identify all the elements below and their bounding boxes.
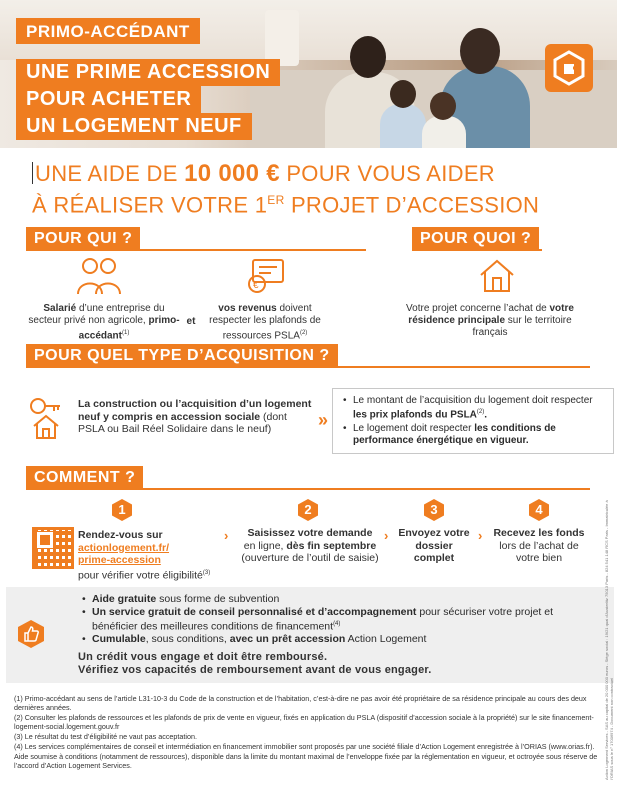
lead-statement	[32, 161, 592, 218]
hero-photo-lamp	[265, 10, 299, 66]
house-icon	[478, 258, 516, 299]
lead-amount: 10 000 €	[184, 160, 280, 187]
step-badge-3: 3	[423, 499, 445, 521]
section-title-pour-quoi: POUR QUOI ?	[412, 227, 539, 251]
advantages-panel	[6, 587, 614, 683]
qr-code[interactable]	[32, 527, 74, 569]
chevron-right-icon: ›	[478, 528, 483, 543]
acquisition-description: La construction ou l’acquisition d’un logement neuf y compris en accession sociale (dont PSLA ou Bail Réel Solidaire dans le neuf)	[78, 398, 312, 435]
lead-line2-suffix: PROJET D’ACCESSION	[284, 192, 540, 218]
step-badge-4: 4	[528, 499, 550, 521]
hero-photo-child2-head	[430, 92, 456, 120]
lead-line-1	[32, 161, 592, 187]
pour-quoi-text: Votre projet concerne l’achat de votre résidence principale sur le territoire français	[406, 303, 574, 338]
footnotes	[14, 694, 604, 771]
income-icon	[247, 258, 287, 299]
step-badge-2: 2	[297, 499, 319, 521]
svg-text:€: €	[253, 280, 259, 291]
footnote-conditions: Aide soumise à conditions (notamment de ressources), disponible dans la limite du montant maximal de l’enveloppe fixée par la réglementation en vigueur, et octroyée sous réserve de l’accord d’Action Logement Services.	[14, 752, 598, 770]
pour-qui-salarie: Salarié d’une entreprise du secteur privé non agricole, primo-accédant$^{(1)}$	[28, 303, 180, 342]
hero-photo-mother-head	[350, 36, 386, 78]
footnote-2: (2) Consulter les plafonds de ressources et les plafonds de prix de vente en vigueur, fixés en application du PSLA (dispositif d’accession sociale à la propriété) sur le site financement-logement-social.logement.gouv.fr	[14, 713, 594, 731]
acquisition-condition-energy: • Le logement doit respecter les conditions de performance énergétique en vigueur.	[343, 423, 607, 446]
advantage-cumulable: • Cumulable, sous conditions, avec un prêt accession Action Logement	[82, 633, 582, 646]
headline-line-2: POUR ACHETER	[16, 86, 201, 113]
step-1-text: Rendez-vous sur actionlogement.fr/ prime-accession pour vérifier votre éligibilité$^{(3)}$	[78, 529, 211, 581]
lead-suffix: POUR VOUS AIDER	[279, 161, 495, 186]
footnote-4: (4) Les services complémentaires de conseil et intermédiation en financement immobilier sont proposés par une société filiale d’Action Logement enregistrée à l’ORIAS (www.orias.fr).	[14, 742, 595, 751]
section-underline-comment	[26, 488, 590, 490]
headline-line-3: UN LOGEMENT NEUF	[16, 113, 252, 140]
pour-qui-connector: et	[186, 316, 196, 327]
chevron-right-icon: ›	[384, 528, 389, 543]
footnote-1: (1) Primo-accédant au sens de l’article L31-10-3 du Code de la construction et de l’habitation, c’est-à-dire ne pas avoir été propriétaire de sa résidence principale au cours des deux dernières années.	[14, 694, 587, 712]
step-3-text: Envoyez votre dossier complet	[398, 527, 470, 564]
credit-warning-line-2: Vérifiez vos capacités de remboursement avant de vous engager.	[78, 664, 432, 676]
double-chevron-right-icon: »	[318, 410, 324, 430]
thumbs-up-icon	[16, 619, 46, 649]
lead-line-2	[32, 187, 592, 218]
step-2-text: Saisissez votre demande en ligne, dès fin septembre (ouverture de l’outil de saisie)	[241, 527, 379, 564]
brand-logo-icon	[545, 44, 593, 92]
section-underline-acquisition	[26, 366, 590, 368]
audience-tag: PRIMO-ACCÉDANT	[16, 18, 200, 44]
step-4-text: Recevez les fonds lors de l’achat de votre bien	[493, 527, 585, 564]
advantage-free: • Aide gratuite sous forme de subvention	[82, 593, 582, 606]
lead-line2-sup: ER	[267, 193, 285, 207]
section-title-pour-qui: POUR QUI ?	[26, 227, 140, 251]
hero-photo-father-head	[460, 28, 500, 74]
step-1-desc: pour vérifier votre éligibilité	[78, 569, 203, 581]
key-house-icon	[28, 396, 68, 445]
employees-icon	[76, 256, 122, 301]
text-cursor	[32, 162, 33, 184]
step-1-title: Rendez-vous sur	[78, 529, 163, 541]
lead-prefix: UNE AIDE DE	[35, 161, 185, 186]
eligibility-link-2[interactable]: prime-accession	[78, 554, 161, 566]
headline-line-1: UNE PRIME ACCESSION	[16, 59, 280, 86]
section-underline-pour-quoi	[412, 249, 542, 251]
chevron-right-icon: ›	[224, 528, 229, 543]
section-title-acquisition: POUR QUEL TYPE D’ACQUISITION ?	[26, 344, 338, 368]
hero-photo-child1	[380, 104, 426, 148]
pour-qui-revenus: vos revenus doivent respecter les plafonds de ressources PSLA$^{(2)}$	[209, 303, 321, 342]
step-badge-1: 1	[111, 499, 133, 521]
hero-photo-child2	[422, 116, 466, 148]
hero-photo-child1-head	[390, 80, 416, 108]
section-title-comment: COMMENT ?	[26, 466, 143, 490]
acquisition-condition-price: • Le montant de l’acquisition du logement doit respecter les prix plafonds du PSLA$^{(2)}$.	[343, 395, 607, 420]
lead-line2-prefix: À RÉALISER VOTRE 1	[32, 192, 268, 218]
legal-side-text: Action Logement Services - SAS au capital de 20 000 000 euros - Siège social : 19/21 quai d’Austerlitz 75013 Paris - 824 541 148 RCS Paris - Immatriculée à l’ORIAS sous le n° 17006974 - Document non contractuel	[604, 500, 614, 780]
acquisition-conditions-box	[332, 388, 614, 454]
eligibility-link[interactable]: actionlogement.fr/	[78, 541, 170, 554]
advantage-service: • Un service gratuit de conseil personnalisé et d’accompagnement pour sécuriser votre projet et bénéficier des meilleures conditions de financement$^{(4)}$	[82, 606, 582, 634]
section-underline-pour-qui	[26, 249, 366, 251]
credit-warning	[78, 651, 432, 677]
credit-warning-line-1: Un crédit vous engage et doit être remboursé.	[78, 651, 328, 663]
footnote-3: (3) Le résultat du test d’éligibilité ne vaut pas acceptation.	[14, 732, 197, 741]
